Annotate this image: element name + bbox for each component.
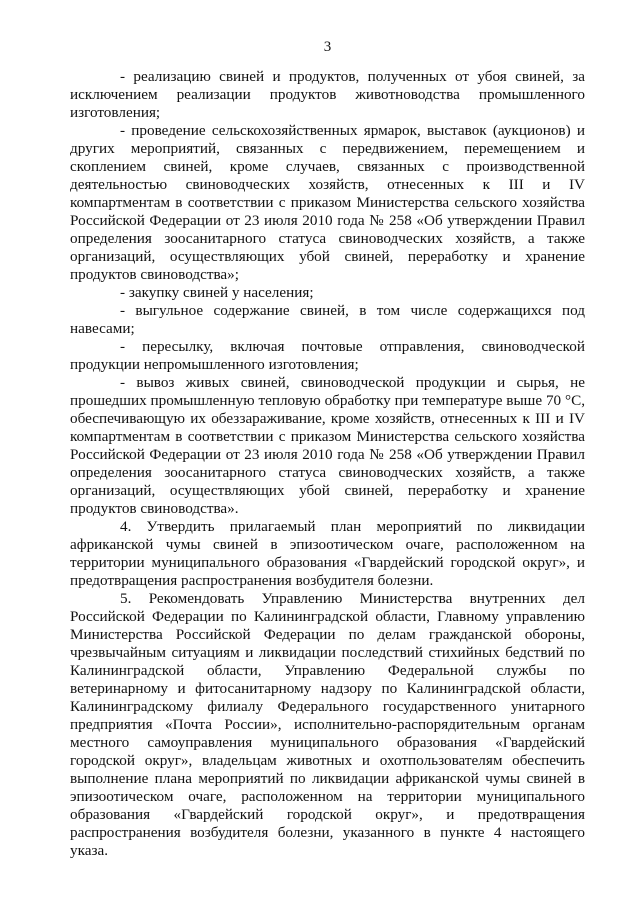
paragraph-item-5: 5. Рекомендовать Управлению Министерства внутренних дел Российской Федерации по Калининградской области, Главному управлению Министерства Российской Федерации по делам гражданской обороны, чрезвычайным ситуациям и ликвидации последствий стихийных бедствий по Калининградской области, Управлению Федеральной службы по ветеринарному и фитосанитарному надзору по Калининградской области, Калининградскому филиалу Федерального государственного унитарного предприятия «Почта России», исполнительно-распорядительным органам местного самоуправления муниципального образования «Гвардейский городской округ», владельцам животных и охотпользователям обеспечить выполнение плана мероприятий по ликвидации африканской чумы свиней в эпизоотическом очаге, расположенном на территории муниципального образования «Гвардейский городской округ», и предотвращения распространения возбудителя болезни, указанного в пункте 4 настоящего указа. bbox=[70, 590, 585, 859]
paragraph-item-4: 4. Утвердить прилагаемый план мероприятий по ликвидации африканской чумы свиней в эпизоотическом очаге, расположенном на территории муниципального образования «Гвардейский городской округ», и предотвращения распространения возбудителя болезни. bbox=[70, 518, 585, 589]
paragraph-ban-sale: - реализацию свиней и продуктов, полученных от убоя свиней, за исключением реализации продуктов животноводства промышленного изготовления; bbox=[70, 68, 585, 121]
paragraph-ban-purchase: - закупку свиней у населения; bbox=[120, 284, 314, 301]
paragraph-ban-fairs: - проведение сельскохозяйственных ярмарок, выставок (аукционов) и других мероприятий, связанных с передвижением, перемещением и скоплением свиней, кроме случаев, связанных с производственной деятельностью свиноводческих хозяйств, отнесенных к III и IV компартментам в соответствии с приказом Министерства сельского хозяйства Российской Федерации от 23 июля 2010 года № 258 «Об утверждении Правил определения зоосанитарного статуса свиноводческих хозяйств, а также организаций, осуществляющих убой свиней, переработку и хранение продуктов свиноводства»; bbox=[70, 122, 585, 283]
document-page bbox=[70, 38, 585, 860]
paragraph-ban-free-range: - выгульное содержание свиней, в том числе содержащихся под навесами; bbox=[70, 302, 585, 337]
page-number: 3 bbox=[323, 39, 332, 55]
paragraph-ban-export: - вывоз живых свиней, свиноводческой продукции и сырья, не прошедших промышленную тепловую обработку при температуре выше 70 °С, обеспечивающую их обеззараживание, кроме хозяйств, отнесенных к III и IV компартментам в соответствии с приказом Министерства сельского хозяйства Российской Федерации от 23 июля 2010 года № 258 «Об утверждении Правил определения зоосанитарного статуса свиноводческих хозяйств, а также организаций, осуществляющих убой свиней, переработку и хранение продуктов свиноводства». bbox=[70, 374, 585, 517]
paragraph-ban-mailing: - пересылку, включая почтовые отправления, свиноводческой продукции непромышленного изготовления; bbox=[70, 338, 585, 373]
